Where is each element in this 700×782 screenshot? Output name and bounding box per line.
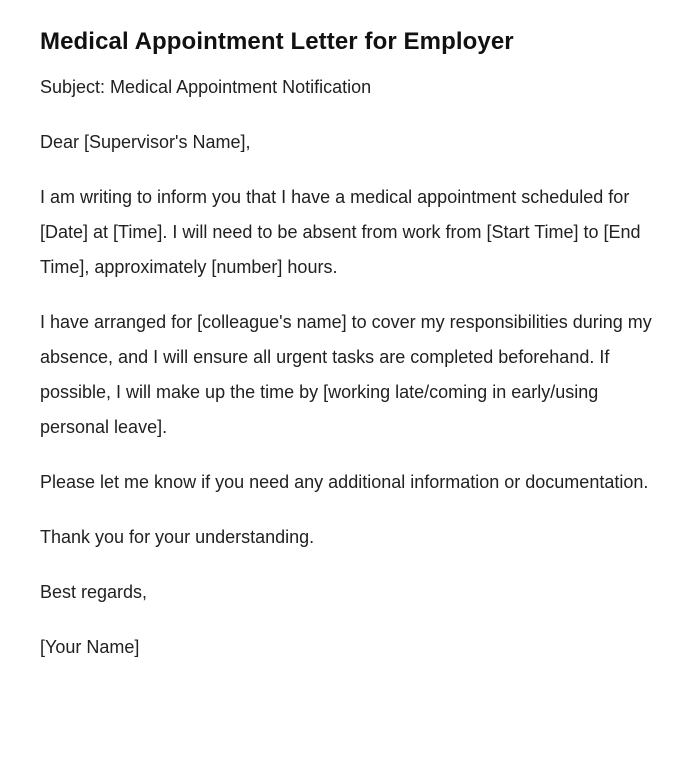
signature-placeholder: [Your Name] xyxy=(40,636,140,657)
closing-thanks: Thank you for your understanding. xyxy=(40,526,315,547)
sign-off: Best regards, xyxy=(40,581,148,602)
page-title: Medical Appointment Letter for Employer xyxy=(40,28,514,55)
salutation: Dear [Supervisor's Name], xyxy=(40,131,251,152)
paragraph-appointment-notice: I am writing to inform you that I have a medical appointment scheduled for [Date] at [Time]. I will need to be absent from work from [Start Time] to [End Time], approximately [number] hours. xyxy=(40,186,641,277)
paragraph-coverage-arrangement: I have arranged for [colleague's name] to cover my responsibilities during my absence, and I will ensure all urgent tasks are completed beforehand. If possible, I will make up the time by [working late/coming in early/using personal leave]. xyxy=(40,311,652,437)
paragraph-additional-info: Please let me know if you need any additional information or documentation. xyxy=(40,471,649,492)
subject-line: Subject: Medical Appointment Notification xyxy=(40,76,372,97)
